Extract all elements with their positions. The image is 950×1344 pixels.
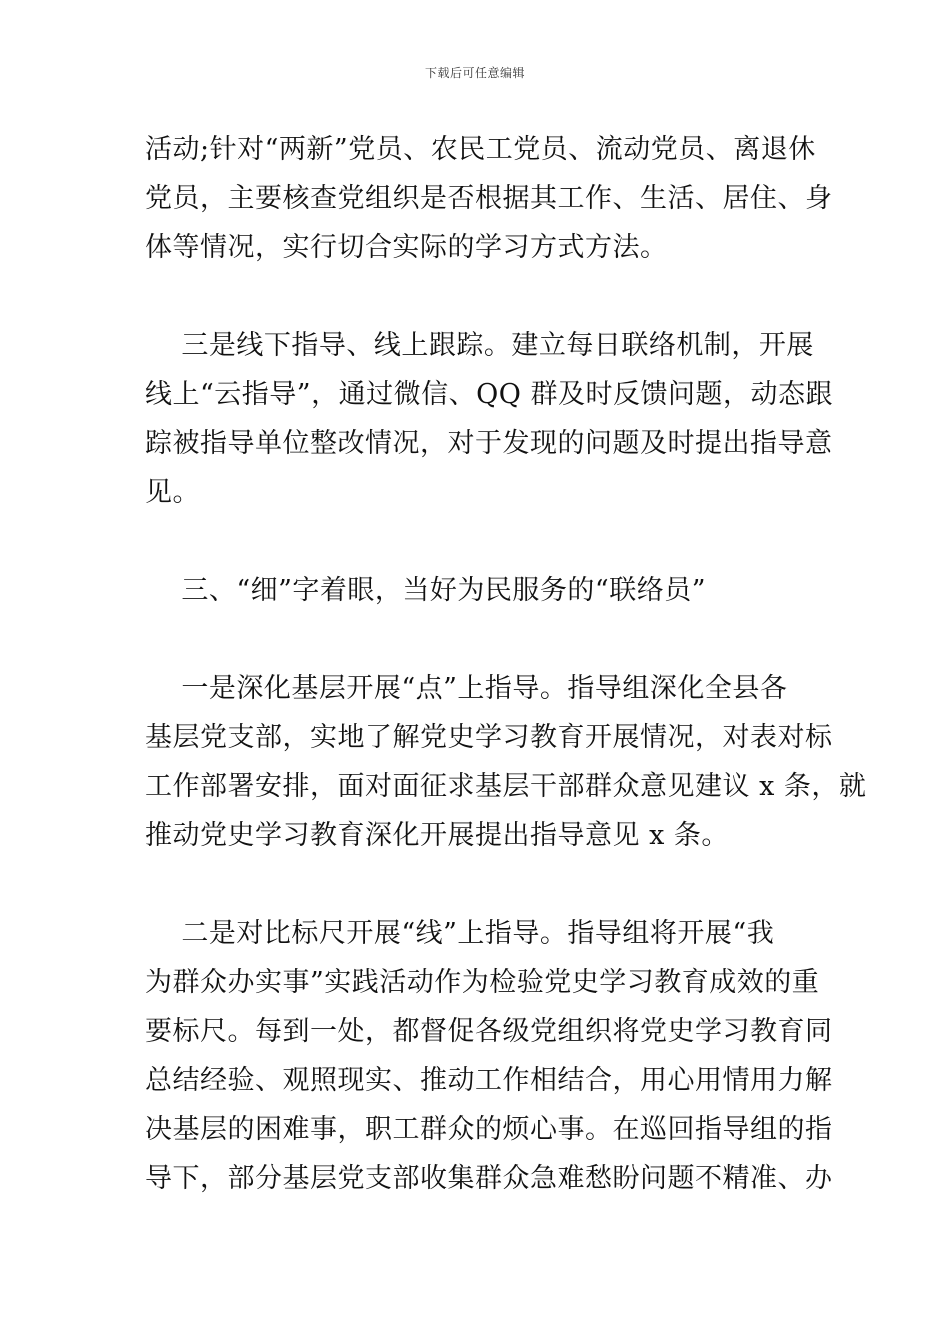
text-line: 导下，部分基层党支部收集群众急难愁盼问题不精准、办 bbox=[145, 1163, 833, 1194]
text-line: 决基层的困难事，职工群众的烦心事。在巡回指导组的指 bbox=[145, 1114, 833, 1145]
paragraph bbox=[145, 125, 833, 272]
text-line: 二是对比标尺开展“线”上指导。指导组将开展“我 bbox=[145, 918, 775, 949]
text-line: 工作部署安排，面对面征求基层干部群众意见建议 x 条，就 bbox=[145, 771, 867, 802]
text-line: 为群众办实事”实践活动作为检验党史学习教育成效的重 bbox=[145, 967, 820, 998]
page-header: 下载后可任意编辑 bbox=[424, 66, 525, 80]
paragraph-gap bbox=[145, 615, 815, 664]
text-line: 体等情况，实行切合实际的学习方式方法。 bbox=[145, 232, 668, 263]
text-line: 推动党史学习教育深化开展提出指导意见 x 条。 bbox=[145, 820, 729, 851]
text-line: 见。 bbox=[145, 477, 200, 508]
text-line: 踪被指导单位整改情况，对于发现的问题及时提出指导意 bbox=[145, 428, 833, 459]
text-line: 三是线下指导、线上跟踪。建立每日联络机制，开展 bbox=[145, 330, 814, 361]
document-body bbox=[145, 125, 867, 1203]
text-line: 活动;针对“两新”党员、农民工党员、流动党员、离退休 bbox=[145, 134, 816, 165]
text-line: 三、“细”字着眼，当好为民服务的“联络员” bbox=[145, 575, 707, 606]
section-heading bbox=[145, 566, 815, 615]
text-line: 总结经验、观照现实、推动工作相结合，用心用情用力解 bbox=[145, 1065, 833, 1096]
paragraph-gap bbox=[145, 517, 815, 566]
text-line: 要标尺。每到一处，都督促各级党组织将党史学习教育同 bbox=[145, 1016, 833, 1047]
text-line: 党员，主要核查党组织是否根据其工作、生活、居住、身 bbox=[145, 183, 833, 214]
text-line: 一是深化基层开展“点”上指导。指导组深化全县各 bbox=[145, 673, 788, 704]
paragraph bbox=[145, 321, 833, 517]
paragraph bbox=[145, 909, 833, 1203]
text-line: 线上“云指导”，通过微信、QQ 群及时反馈问题，动态跟 bbox=[145, 379, 833, 410]
paragraph-gap bbox=[145, 860, 815, 909]
paragraph-gap bbox=[145, 272, 815, 321]
paragraph bbox=[145, 664, 867, 860]
text-line: 基层党支部，实地了解党史学习教育开展情况，对表对标 bbox=[145, 722, 833, 753]
